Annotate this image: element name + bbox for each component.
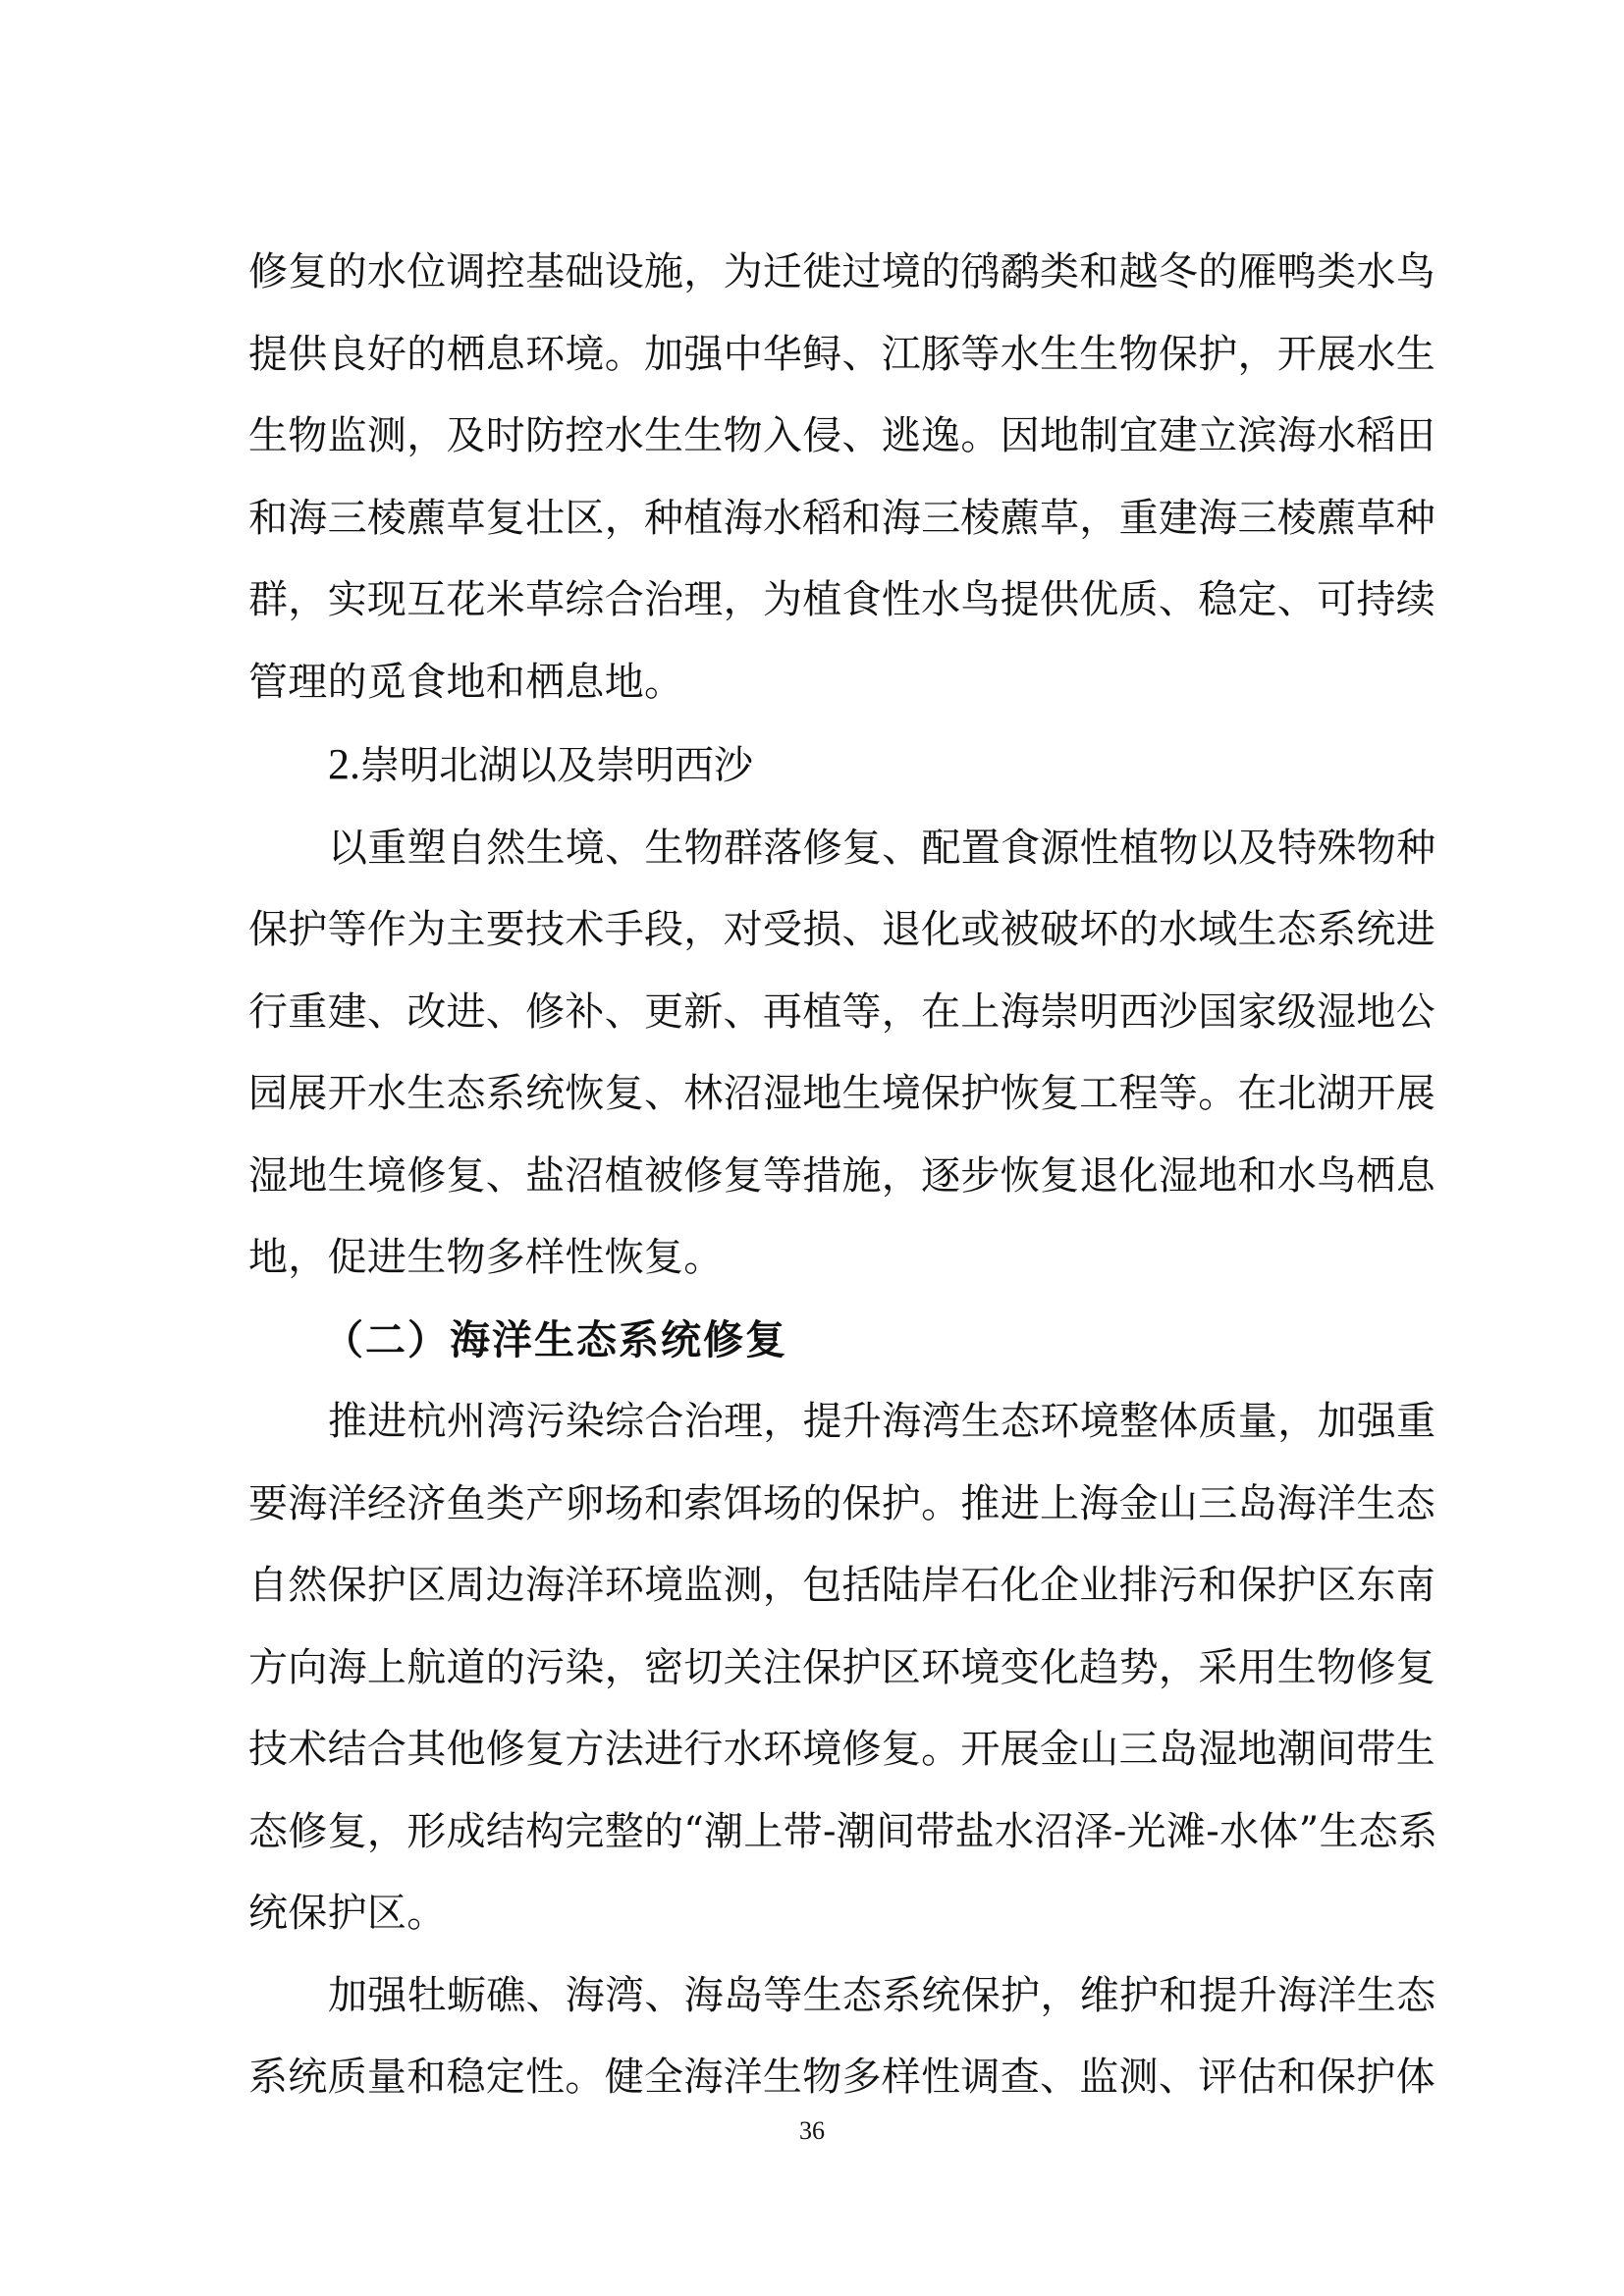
paragraph-oyster-reef (248, 1955, 1436, 2119)
text-line: 加强牡蛎礁、海湾、海岛等生态系统保护，维护和提升海洋生态 (328, 1972, 1436, 2018)
text-line: 修复的水位调控基础设施，为迁徙过境的鸻鹬类和越冬的雁鸭类水鸟 (248, 249, 1435, 294)
text-line: 园展开水生态系统恢复、林沼湿地生境保护恢复工程等。在北湖开展 (248, 1071, 1435, 1116)
paragraph-wetland-water-level (248, 232, 1435, 723)
text-line: 技术结合其他修复方法进行水环境修复。开展金山三岛湿地潮间带生 (248, 1727, 1435, 1772)
paragraph-chongming-restoration (248, 808, 1436, 1300)
text-line: 保护等作为主要技术手段，对受损、退化或被破坏的水域生态系统进 (248, 907, 1435, 952)
text-line: 提供良好的栖息环境。加强中华鲟、江豚等水生生物保护，开展水生 (248, 331, 1435, 377)
text-line: 行重建、改进、修补、更新、再植等，在上海崇明西沙国家级湿地公 (248, 988, 1435, 1035)
text-line: 系统质量和稳定性。健全海洋生物多样性调查、监测、评估和保护体 (248, 2055, 1435, 2100)
subsection-heading-chongming (248, 723, 1378, 808)
text-line: 湿地生境修复、盐沼植被修复等措施，逐步恢复退化湿地和水鸟栖息 (248, 1152, 1435, 1199)
paragraph-hangzhou-bay (248, 1381, 1438, 1955)
text-line: 态修复，形成结构完整的“潮上带-潮间带盐水沼泽-光滩-水体”生态系 (248, 1808, 1438, 1854)
text-line: 和海三棱藨草复壮区，种植海水稻和海三棱藨草，重建海三棱藨草种 (248, 495, 1435, 541)
text-line: 管理的觅食地和栖息地。 (248, 659, 684, 705)
text-line: 生物监测，及时防控水生生物入侵、逃逸。因地制宜建立滨海水稻田 (248, 413, 1435, 458)
text-line: 方向海上航道的污染，密切关注保护区环境变化趋势，采用生物修复 (248, 1644, 1435, 1690)
text-line: 群，实现互花米草综合治理，为植食性水鸟提供优质、稳定、可持续 (248, 577, 1435, 622)
text-line: 统保护区。 (248, 1891, 447, 1936)
subsection-number: 2. (328, 740, 360, 788)
text-line: 推进杭州湾污染综合治理，提升海湾生态环境整体质量，加强重 (328, 1399, 1436, 1444)
text-line: 地，促进生物多样性恢复。 (248, 1235, 724, 1280)
section-heading-marine-ecosystem: （二）海洋生态系统修复 (323, 1315, 787, 1363)
text-line: 以重塑自然生境、生物群落修复、配置食源性植物以及特殊物种 (328, 825, 1436, 871)
text-line: 要海洋经济鱼类产卵场和索饵场的保护。推进上海金山三岛海洋生态 (248, 1480, 1435, 1526)
subsection-title: 崇明北湖以及崇明西沙 (360, 743, 753, 788)
text-line: 自然保护区周边海洋环境监测，包括陆岸石化企业排污和保护区东南 (248, 1563, 1435, 1608)
page-body (248, 232, 1438, 2119)
page-number: 36 (799, 2116, 825, 2145)
